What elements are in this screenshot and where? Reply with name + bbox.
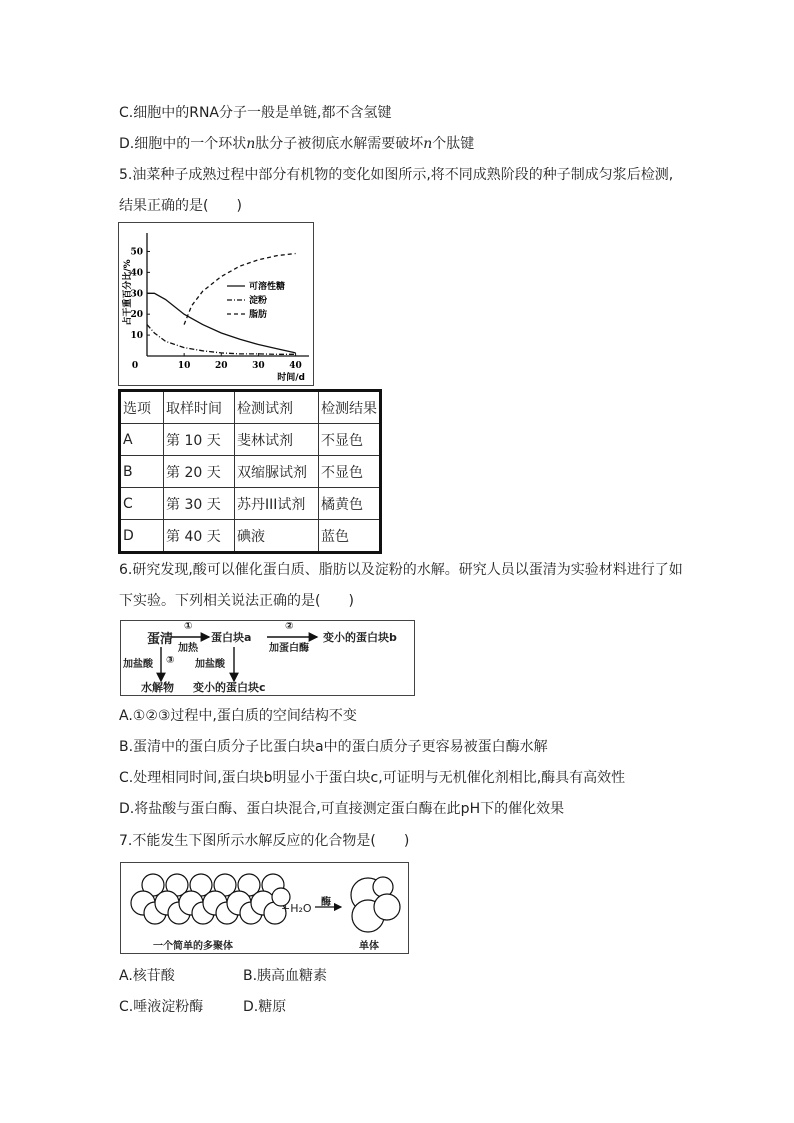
- table-cell: 橘黄色: [319, 488, 381, 520]
- table-cell: 碘液: [235, 520, 319, 553]
- table-cell: B: [120, 456, 164, 488]
- q7-option-a: A.核苷酸: [119, 968, 175, 984]
- table-cell: 斐林试剂: [235, 424, 319, 456]
- label-hydrolysate: 水解物: [141, 681, 174, 694]
- question-6-stem-cont: 下实验。下列相关说法正确的是( ): [119, 593, 354, 609]
- table-row: [120, 456, 381, 488]
- q7-option-d: D.糖原: [243, 999, 287, 1015]
- option-table: [118, 389, 382, 554]
- y-tick-label: 40: [130, 268, 143, 279]
- label-enzyme: 酶: [321, 897, 331, 908]
- label-egg-white: 蛋清: [147, 632, 174, 647]
- label-step-3: ③: [166, 655, 175, 666]
- table-row: [120, 520, 381, 553]
- table-header: 取样时间: [164, 391, 235, 424]
- option-c-line: C.细胞中的RNA分子一般是单链,都不含氢键: [119, 105, 392, 121]
- table-cell: 蓝色: [319, 520, 381, 553]
- x-tick-label: 10: [177, 361, 191, 371]
- label-heat: 加热: [178, 643, 198, 654]
- seed-composition-graph: [118, 222, 314, 386]
- table-header: 检测试剂: [235, 391, 319, 424]
- x-axis-label: 时间/d: [277, 373, 305, 383]
- table-cell: 双缩脲试剂: [235, 456, 319, 488]
- label-polymer: 一个简单的多聚体: [153, 941, 233, 952]
- label-add-hcl-1: 加盐酸: [123, 659, 153, 670]
- option-d-line: D.细胞中的一个环状n肽分子被彻底水解需要破坏n个肽键: [119, 136, 475, 152]
- q7-option-c: C.唾液淀粉酶: [119, 999, 204, 1015]
- table-cell: D: [120, 520, 164, 553]
- question-6-stem: 6.研究发现,酸可以催化蛋白质、脂肪以及淀粉的水解。研究人员以蛋清为实验材料进行了如: [119, 562, 683, 578]
- label-water: +H₂O: [281, 902, 312, 915]
- label-block-a: 蛋白块a: [211, 631, 252, 644]
- table-cell: 不显色: [319, 456, 381, 488]
- table-header: 检测结果: [319, 391, 381, 424]
- q6-option-d: D.将盐酸与蛋白酶、蛋白块混合,可直接测定蛋白酶在此pH下的催化效果: [119, 801, 565, 817]
- label-monomer: 单体: [359, 941, 379, 952]
- legend-label: 可溶性糖: [249, 282, 286, 292]
- legend-label: 脂肪: [249, 310, 268, 320]
- experiment-flow-diagram: [120, 620, 415, 696]
- question-5-stem: 5.油菜种子成熟过程中部分有机物的变化如图所示,将不同成熟阶段的种子制成匀浆后检测,: [119, 167, 674, 183]
- legend-label: 淀粉: [249, 296, 268, 306]
- hydrolysis-diagram: [120, 862, 409, 954]
- label-add-hcl-2: 加盐酸: [195, 659, 225, 670]
- label-step-2: ②: [285, 621, 294, 632]
- label-add-protease: 加蛋白酶: [269, 643, 309, 654]
- question-5-stem-cont: 结果正确的是( ): [119, 198, 242, 214]
- series-line-0: [147, 293, 296, 353]
- table-row: [120, 424, 381, 456]
- table-cell: 第 20 天: [164, 456, 235, 488]
- table-cell: 第 40 天: [164, 520, 235, 553]
- q6-option-b: B.蛋清中的蛋白质分子比蛋白块a中的蛋白质分子更容易被蛋白酶水解: [119, 739, 548, 755]
- table-cell: 第 10 天: [164, 424, 235, 456]
- q6-option-a: A.①②③过程中,蛋白质的空间结构不变: [119, 708, 357, 724]
- label-block-c: 变小的蛋白块c: [193, 681, 266, 694]
- label-block-b: 变小的蛋白块b: [323, 631, 397, 644]
- y-tick-label: 30: [130, 289, 143, 300]
- table-cell: 苏丹III试剂: [235, 488, 319, 520]
- x-tick-label: 40: [289, 361, 302, 371]
- line-chart: [119, 223, 313, 385]
- y-tick-label: 10: [130, 331, 143, 342]
- table-cell: 第 30 天: [164, 488, 235, 520]
- q7-option-b: B.胰高血糖素: [243, 968, 328, 984]
- q6-option-c: C.处理相同时间,蛋白块b明显小于蛋白块c,可证明与无机催化剂相比,酶具有高效性: [119, 770, 626, 786]
- label-step-1: ①: [184, 621, 193, 632]
- table-cell: A: [120, 424, 164, 456]
- x-tick-label: 0: [131, 361, 139, 371]
- y-tick-label: 50: [130, 247, 143, 258]
- x-tick-label: 20: [215, 361, 228, 371]
- y-tick-label: 20: [130, 310, 143, 321]
- y-axis-label: 占干重百分比/%: [123, 259, 133, 326]
- series-line-1: [147, 325, 296, 355]
- x-tick-label: 30: [252, 361, 265, 371]
- table-header: 选项: [120, 391, 164, 424]
- table-header-row: [120, 391, 381, 424]
- table-row: [120, 488, 381, 520]
- table-cell: C: [120, 488, 164, 520]
- question-7-stem: 7.不能发生下图所示水解反应的化合物是( ): [119, 833, 410, 849]
- table-cell: 不显色: [319, 424, 381, 456]
